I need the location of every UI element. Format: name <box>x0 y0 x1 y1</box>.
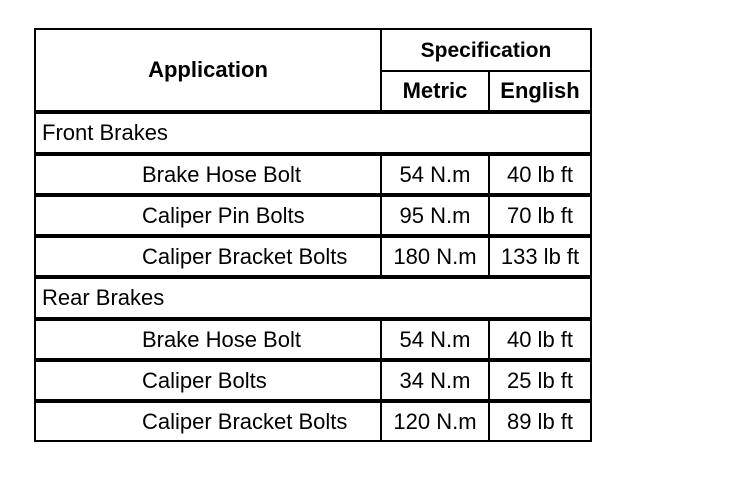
table-row <box>35 360 591 401</box>
english-value: 133 lb ft <box>489 236 591 277</box>
english-value: 40 lb ft <box>489 154 591 195</box>
application-cell: Brake Hose Bolt <box>35 319 381 360</box>
application-cell: Caliper Bolts <box>35 360 381 401</box>
header-metric: Metric <box>381 71 489 112</box>
metric-value: 54 N.m <box>381 319 489 360</box>
application-cell: Caliper Pin Bolts <box>35 195 381 236</box>
metric-value: 54 N.m <box>381 154 489 195</box>
table-row <box>35 319 591 360</box>
torque-spec-table <box>34 28 592 442</box>
table-row <box>35 195 591 236</box>
application-cell: Brake Hose Bolt <box>35 154 381 195</box>
table-row <box>35 154 591 195</box>
application-cell: Caliper Bracket Bolts <box>35 236 381 277</box>
metric-value: 34 N.m <box>381 360 489 401</box>
application-cell: Caliper Bracket Bolts <box>35 401 381 441</box>
metric-value: 120 N.m <box>381 401 489 441</box>
table-row <box>35 236 591 277</box>
section-title: Front Brakes <box>35 112 591 154</box>
section-title: Rear Brakes <box>35 277 591 319</box>
english-value: 89 lb ft <box>506 408 574 434</box>
metric-value: 95 N.m <box>381 195 489 236</box>
english-value: 70 lb ft <box>489 195 591 236</box>
section-row-rear-brakes <box>35 277 591 319</box>
metric-value: 180 N.m <box>381 236 489 277</box>
section-row-front-brakes <box>35 112 591 154</box>
table-row <box>35 401 591 441</box>
header-english: English <box>489 71 591 112</box>
header-application: Application <box>35 29 381 112</box>
english-value: 40 lb ft <box>489 319 591 360</box>
header-specification: Specification <box>381 29 591 71</box>
english-value: 25 lb ft <box>489 360 591 401</box>
